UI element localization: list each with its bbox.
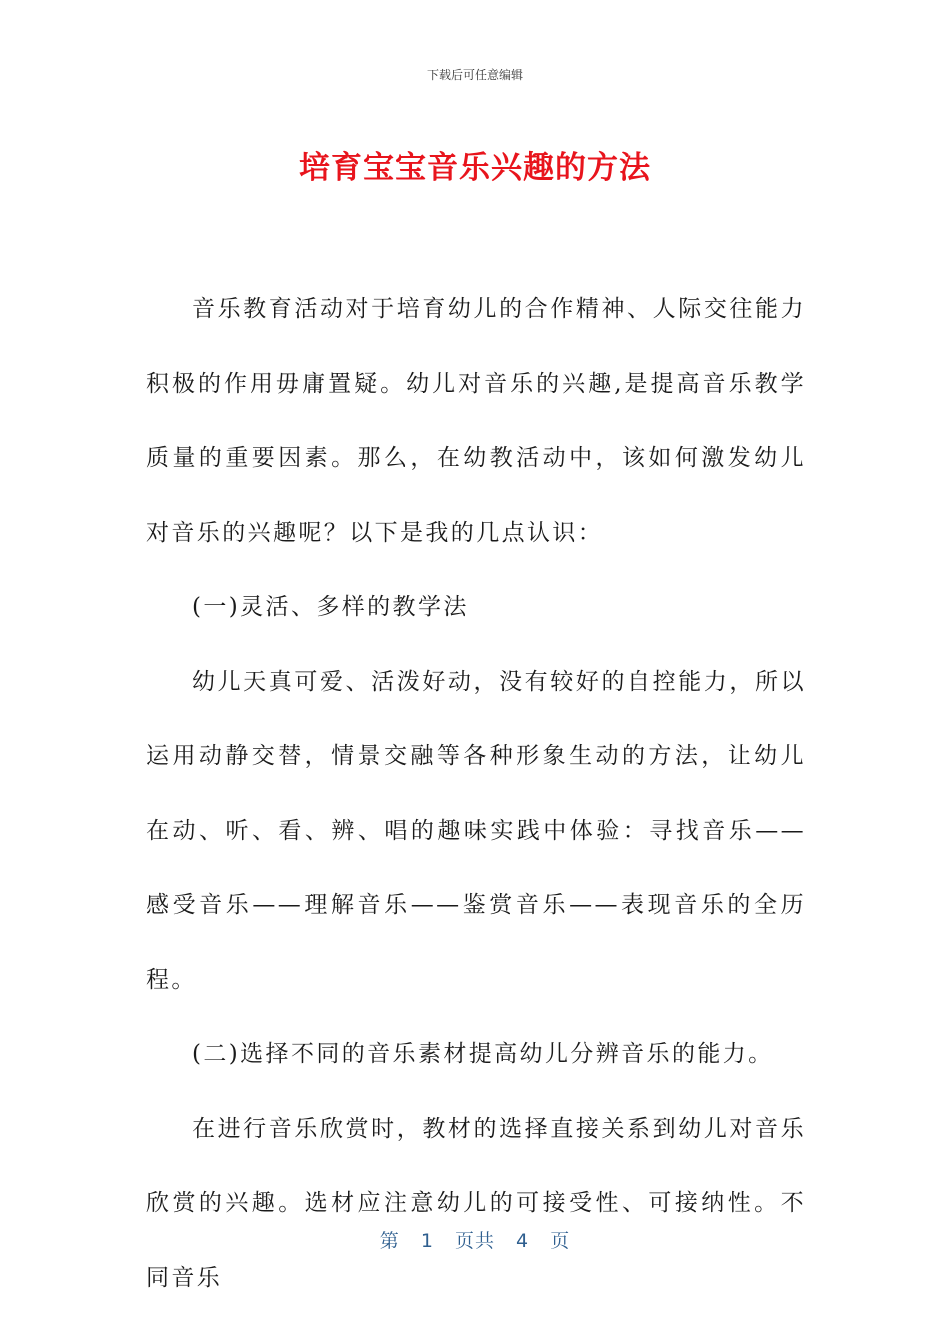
section-heading-1: (一)灵活、多样的教学法 <box>192 594 469 620</box>
footer-total-pages: 4 <box>516 1230 530 1252</box>
header-note: 下载后可任意编辑 <box>426 68 523 82</box>
document-title: 培育宝宝音乐兴趣的方法 <box>299 150 651 186</box>
footer-suffix: 页 <box>550 1230 571 1252</box>
footer-middle: 页共 <box>454 1230 495 1252</box>
paragraph-section-1: 幼儿天真可爱、活泼好动，没有较好的自控能力，所以运用动静交替，情景交融等各种形象生动的方法，让幼儿在动、听、看、辨、唱的趣味实践中体验：寻找音乐——感受音乐——理解音乐——鉴赏音乐——表现音乐的全历程。 <box>146 668 806 993</box>
document-body <box>146 272 806 1315</box>
footer-prefix: 第 <box>379 1230 400 1252</box>
page-footer <box>0 1226 950 1253</box>
paragraph-intro: 音乐教育活动对于培育幼儿的合作精神、人际交往能力积极的作用毋庸置疑。幼儿对音乐的兴趣,是提高音乐教学质量的重要因素。那么，在幼教活动中，该如何激发幼儿对音乐的兴趣呢？以下是我的几点认识： <box>146 296 806 546</box>
section-heading-2: (二)选择不同的音乐素材提高幼儿分辨音乐的能力。 <box>192 1041 774 1067</box>
footer-current-page: 1 <box>420 1230 434 1252</box>
paragraph-section-2: 在进行音乐欣赏时，教材的选择直接关系到幼儿对音乐欣赏的兴趣。选材应注意幼儿的可接受性、可接纳性。不同音乐 <box>146 1115 806 1291</box>
